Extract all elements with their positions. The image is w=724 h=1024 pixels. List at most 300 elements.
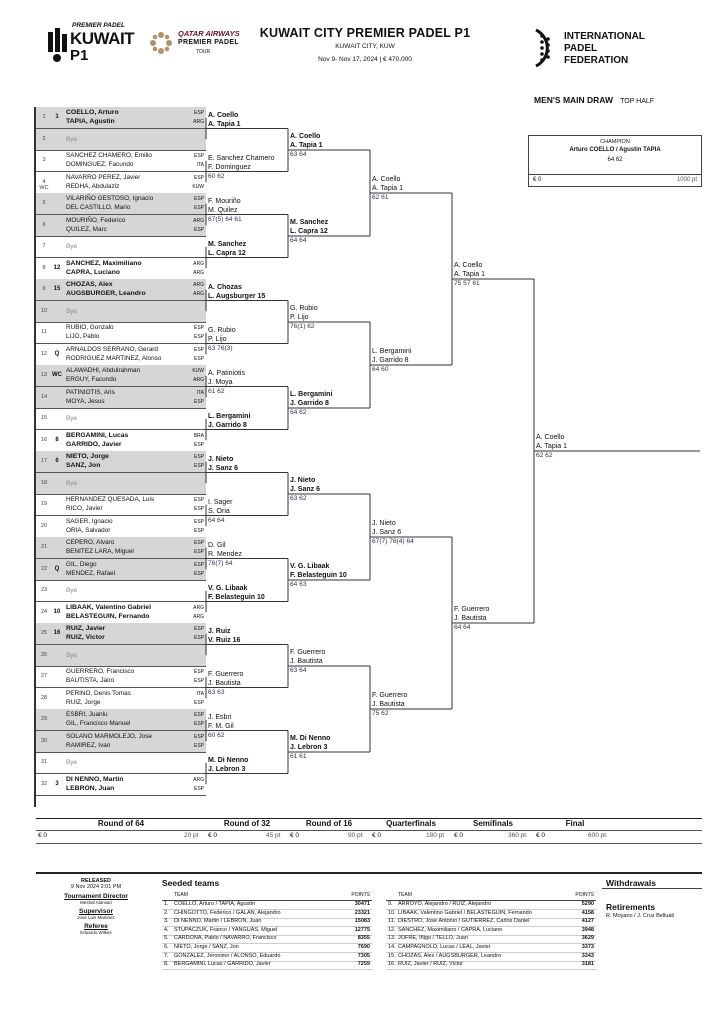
slot-bye: Bye: [66, 759, 78, 766]
r16-score: 64 63: [290, 581, 307, 588]
player-b: J. Sanz 6: [208, 464, 238, 472]
player-2-name: RUIZ, Victor: [66, 634, 105, 641]
player-2-country: ESP: [193, 742, 204, 749]
slot-number: 5: [42, 200, 46, 206]
qf-score: 64 60: [372, 366, 389, 373]
seeded-teams-title: Seeded teams: [162, 878, 220, 888]
points-header: POINTS: [351, 892, 370, 898]
player-a: L. Bergamini: [290, 391, 333, 398]
player-b: J. Bautista: [208, 679, 241, 687]
seed-team: JOFRE, Iñigo / TELLO, Juan: [398, 935, 468, 942]
player-b: J. Bautista: [372, 701, 405, 708]
player-1-country: ARG: [193, 282, 204, 288]
player-2-name: ERGUY, Facundo: [66, 376, 117, 383]
player-2-country: ESP: [193, 355, 204, 362]
player-a: M. Di Nenno: [208, 756, 249, 764]
player-1-name: PERINO, Denis Tomas: [66, 689, 131, 697]
player-b: P. Lijo: [290, 314, 309, 321]
player-2-name: RODRIGUEZ MARTINEZ, Alonso: [66, 354, 162, 362]
player-a: A. Patiniotis: [208, 369, 245, 377]
seed-team: LIBAAK, Valentino Gabriel / BELASTEGUIN, Fernando: [398, 909, 532, 916]
player-a: A. Chozas: [208, 283, 242, 291]
player-2-country: ESP: [193, 785, 204, 792]
seed-team: CHINGOTTO, Federico / GALAN, Alejandro: [174, 909, 281, 916]
player-1-country: ESP: [193, 346, 204, 353]
player-2-country: ESP: [193, 678, 204, 684]
player-a: F. Mouriño: [208, 197, 241, 205]
player-1-name: GUERRERO, Francisco: [66, 668, 135, 675]
slot-number: 8: [42, 264, 46, 271]
slot-bye: Bye: [66, 587, 78, 594]
round-money: € 0: [536, 832, 546, 839]
player-2-country: ITA: [196, 162, 204, 168]
player-1-country: ESP: [193, 196, 204, 202]
seed-points: 30471: [354, 901, 370, 907]
player-a: I. Sager: [208, 498, 233, 506]
slot-number: 12: [40, 350, 48, 357]
slot-number: 28: [40, 694, 48, 701]
seed-points: 15083: [354, 918, 370, 925]
player-1-name: ESBRI, Juanlu: [66, 711, 108, 718]
td-label: Tournament Director: [64, 893, 128, 900]
player-b: A. Tapia 1: [372, 185, 404, 192]
player-1-name: BERGAMINI, Lucas: [66, 431, 129, 439]
player-2-country: ESP: [193, 635, 204, 641]
round-points: 20 pt: [184, 832, 199, 839]
player-b: S. Oria: [208, 507, 230, 515]
player-1-country: ITA: [196, 690, 204, 697]
player-2-country: ESP: [193, 506, 204, 512]
player-1-country: ESP: [193, 712, 204, 718]
player-b: J. Sanz 6: [290, 486, 320, 493]
seed-team: COELLO, Arturo / TAPIA, Agustin: [174, 901, 256, 907]
player-2-name: AUGSBURGER, Leandro: [66, 290, 146, 297]
r32-score: 76(7) 64: [208, 559, 233, 567]
player-2-name: RAMIREZ, Ivan: [66, 741, 111, 749]
seed-rank: 14.: [388, 944, 396, 950]
player-b: J. Garrido 8: [372, 357, 409, 364]
seed-row: [386, 961, 596, 970]
qf-score: 75 62: [372, 710, 389, 717]
slot-number: 2: [42, 135, 46, 142]
player-a: G. Rubio: [290, 305, 318, 312]
player-1-country: BRA: [193, 432, 204, 439]
player-b: J. Garrido 8: [208, 421, 247, 429]
seed-team: RUIZ, Javier / RUIZ, Victor: [398, 961, 463, 968]
slot-seed: Q: [54, 350, 60, 357]
player-2-name: BENITEZ LARA, Miguel: [66, 548, 134, 555]
fip-logo-line1: INTERNATIONAL: [564, 31, 645, 42]
player-2-country: KUW: [192, 183, 204, 190]
withdrawals-divider: [602, 888, 702, 889]
seed-team: STUPACZUK, Franco / YANGUAS, Miguel: [174, 926, 278, 933]
r32-score: 60 62: [208, 172, 225, 180]
player-1-country: ESP: [193, 454, 204, 460]
seed-rank: 13.: [388, 935, 396, 942]
round-money: € 0: [454, 832, 464, 839]
player-2-name: SANZ, Jon: [66, 462, 101, 469]
slot-number: 4 WC: [39, 178, 49, 191]
player-2-country: ESP: [193, 721, 204, 727]
player-2-name: QUILEZ, Marc: [66, 225, 107, 233]
seed-points: 8355: [357, 935, 370, 942]
draw-half: TOP HALF: [620, 98, 655, 105]
round-header: Round of 16: [305, 819, 353, 828]
slot-number: 20: [40, 522, 48, 529]
player-1-country: ESP: [193, 110, 204, 116]
slot-bye: Bye: [66, 307, 78, 315]
player-a: L. Bergamini: [372, 348, 412, 355]
round-points: 45 pt: [266, 832, 281, 839]
player-1-name: LIBAAK, Valentino Gabriel: [66, 603, 151, 611]
player-a: D. Gil: [208, 541, 226, 549]
qf-score: 67(7) 76(4) 64: [372, 538, 414, 545]
slot-number: 13: [40, 372, 48, 378]
officials-block: [36, 878, 156, 935]
slot-bye: Bye: [66, 415, 78, 422]
player-2-country: ESP: [193, 205, 204, 211]
seed-rank: 5.: [164, 935, 169, 942]
player-a: F. Guerrero: [372, 692, 408, 699]
player-2-country: ESP: [193, 549, 204, 555]
player-2-name: MENDEZ, Rafael: [66, 569, 116, 577]
points-header: POINTS: [575, 892, 594, 898]
player-1-country: ESP: [193, 561, 204, 568]
seed-rank: 15.: [388, 952, 396, 959]
seed-rank: 6.: [164, 944, 169, 950]
player-1-name: PATINIOTIS, Aris: [66, 388, 115, 396]
player-2-country: ARG: [193, 269, 204, 276]
slot-number: 29: [40, 716, 48, 722]
slot-number: 1: [42, 114, 46, 120]
player-2-country: ARG: [193, 291, 204, 297]
player-1-country: ARG: [193, 776, 204, 783]
seed-points: 7305: [357, 952, 370, 959]
player-2-country: ESP: [193, 226, 204, 233]
player-b: J. Garrido 8: [290, 400, 329, 407]
player-1-country: ESP: [193, 518, 204, 525]
fip-logo-line2: PADEL: [564, 43, 598, 54]
player-1-country: ESP: [193, 733, 204, 740]
player-b: A. Tapia 1: [536, 443, 568, 450]
r32-score: 64 64: [208, 516, 225, 524]
player-a: J. Ruiz: [208, 627, 231, 635]
r32-score: 67(5) 64 61: [208, 215, 242, 223]
champion-names: Arturo COELLO / Agustin TAPIA: [569, 147, 661, 153]
qatar-logo-tour: TOUR: [196, 49, 211, 55]
player-b: A. Tapia 1: [454, 271, 486, 278]
slot-number: 10: [40, 307, 48, 314]
player-1-name: NIETO, Jorge: [66, 453, 109, 460]
seed-points: 7259: [357, 961, 370, 968]
player-1-country: ARG: [193, 260, 204, 267]
r16-score: 61 61: [290, 753, 307, 760]
round-header: Semifinals: [472, 819, 513, 828]
slot-number: 7: [42, 243, 46, 249]
player-a: J. Nieto: [290, 477, 316, 484]
round-money: € 0: [208, 832, 218, 839]
seed-team: NIETO, Jorge / SANZ, Jon: [174, 944, 239, 950]
slot-seed: 16: [53, 630, 61, 636]
seed-points: 3948: [581, 926, 594, 933]
seed-points: 4127: [581, 918, 594, 925]
final-score: 62 62: [536, 452, 553, 459]
player-2-name: GARRIDO, Javier: [66, 440, 122, 448]
player-2-country: ESP: [193, 398, 204, 405]
footer-divider: [36, 872, 702, 874]
player-1-name: NAVARRO PEREZ, Javier: [66, 173, 141, 181]
player-2-country: ESP: [193, 441, 204, 448]
page-title: KUWAIT CITY PREMIER PADEL P1: [259, 26, 471, 40]
player-1-country: ESP: [193, 626, 204, 632]
slot-number: 6: [42, 221, 46, 228]
seed-team: SANCHEZ, Maximiliano / CAPRA, Luciano: [398, 926, 503, 933]
seed-rank: 2.: [164, 909, 169, 916]
seed-points: 7690: [357, 944, 370, 950]
r16-score: 64 62: [290, 409, 307, 416]
player-1-name: MOURIÑO, Federico: [66, 216, 126, 224]
seed-team: BERGAMINI, Lucas / GARRIDO, Javier: [174, 961, 271, 968]
r16-score: 76(1) 62: [290, 323, 315, 330]
player-1-country: ESP: [193, 669, 204, 675]
player-1-country: ITA: [196, 389, 204, 396]
player-2-name: BELASTEGUIN, Fernando: [66, 612, 150, 620]
player-b: R. Mendez: [208, 550, 242, 558]
player-b: L. Augsburger 15: [208, 292, 266, 300]
player-b: L. Capra 12: [290, 228, 328, 235]
round-points: 360 pt: [508, 832, 527, 839]
player-1-name: SAGER, Ignacio: [66, 517, 113, 525]
player-2-name: ORIA, Salvador: [66, 526, 111, 534]
player-1-country: ESP: [193, 325, 204, 331]
player-2-name: CAPRA, Luciano: [66, 268, 121, 276]
seed-team: DI NENNO, Martin / LEBRON, Juan: [174, 918, 262, 925]
round-headers: [36, 818, 702, 830]
player-2-name: TAPIA, Agustin: [66, 118, 115, 125]
round-prize-row: [36, 830, 702, 844]
slot-seed: 6: [55, 458, 59, 464]
player-2-country: ARG: [193, 613, 204, 620]
slot-seed: 10: [53, 608, 61, 615]
player-2-name: DOMINGUEZ, Facundo: [66, 161, 134, 168]
round-money: € 0: [290, 832, 300, 839]
supervisor-name: Jose Luis Martinez: [77, 915, 115, 920]
player-b: A. Tapia 1: [290, 142, 323, 149]
draw-name: MEN'S MAIN DRAW: [534, 95, 613, 105]
referee-label: Referee: [84, 923, 108, 930]
seed-table-header: [386, 892, 596, 901]
player-b: M. Quilez: [208, 206, 238, 214]
slot-number: 15: [40, 415, 48, 421]
player-a: M. Di Nenno: [290, 735, 331, 742]
seed-points: 4158: [581, 909, 594, 916]
slot-number: 30: [40, 737, 48, 744]
kuwait-logo-text: KUWAIT: [70, 29, 135, 48]
seed-rank: 3.: [164, 918, 169, 925]
seed-rank: 11.: [388, 918, 396, 925]
slot-bye: Bye: [66, 135, 78, 143]
slot-number: 26: [40, 651, 48, 658]
player-b: F. Belasteguin 10: [290, 572, 347, 579]
slot-number: 22: [40, 565, 48, 572]
slot-number: 24: [40, 608, 48, 615]
slot-number: 11: [41, 329, 47, 335]
kuwait-logo-p1: P1: [70, 47, 89, 64]
slot-seed: 12: [53, 264, 61, 271]
player-1-name: CEPERO, Alvaro: [66, 539, 115, 546]
seed-rank: 4.: [164, 926, 169, 933]
player-a: M. Sanchez: [290, 219, 329, 226]
player-2-country: ESP: [193, 570, 204, 577]
qatar-logo-sub: PREMIER PADEL: [178, 39, 239, 46]
player-1-country: ESP: [193, 540, 204, 546]
slot-seed: 8: [55, 436, 59, 443]
player-a: V. G. Libaak: [290, 563, 330, 570]
round-points: 90 pt: [348, 832, 363, 839]
seed-rank: 16.: [388, 961, 396, 968]
seed-team: GONZALEZ, Jeronimo / ALONSO, Eduardo: [174, 952, 281, 959]
r32-score: 60 62: [208, 731, 225, 739]
td-name: Meshal Alansari: [80, 900, 112, 905]
player-2-country: ESP: [193, 527, 204, 534]
seed-team: CARDONA, Pablo / NAVARRO, Francisco: [174, 935, 277, 942]
player-1-name: SANCHEZ, Maximiliano: [66, 259, 142, 267]
sf-score: 64 64: [454, 624, 471, 631]
player-2-name: BAUTISTA, Jairo: [66, 677, 115, 684]
player-b: J. Sanz 6: [372, 529, 402, 536]
slot-number: 31: [40, 759, 48, 765]
player-1-name: ALAWADHI, Abdulrahman: [66, 367, 141, 374]
supervisor-label: Supervisor: [79, 908, 113, 915]
player-b: A. Tapia 1: [208, 120, 241, 128]
player-2-name: REDHA, Abdulaziz: [66, 182, 120, 190]
seed-points: 12775: [354, 926, 370, 933]
seed-points: 3629: [581, 935, 594, 942]
kuwait-logo-top: PREMIER PADEL: [72, 22, 125, 29]
player-1-name: COELLO, Arturo: [66, 109, 119, 116]
seed-team: CAMPAGNOLO, Lucas / LEAL, Javier: [398, 944, 491, 950]
seed-points: 3343: [581, 952, 594, 959]
slot-seed: 3: [55, 780, 59, 787]
player-b: L. Capra 12: [208, 249, 246, 257]
slot-number: 23: [40, 587, 48, 593]
slot-number: 19: [40, 501, 48, 507]
round-points: 180 pt: [426, 832, 445, 839]
team-header: TEAM: [398, 892, 412, 898]
seed-team: DIESTRO, Jose Antonio / GUTIERREZ, Carlos Daniel: [398, 918, 530, 925]
player-a: A. Coello: [454, 262, 483, 269]
player-1-name: SOLANO MARMOLEJO, Jose: [66, 732, 152, 740]
player-1-name: HERNANDEZ QUESADA, Luis: [66, 496, 155, 503]
fip-logo-line3: FEDERATION: [564, 55, 629, 66]
player-1-name: RUIZ, Javier: [66, 625, 106, 632]
player-2-name: DEL CASTILLO, Mario: [66, 204, 131, 211]
withdrawals-title: Withdrawals: [606, 878, 656, 888]
tournament-location: KUWAIT CITY, KUW: [335, 43, 395, 50]
player-2-name: GIL, Francisco Manuel: [66, 720, 131, 727]
slot-number: 32: [40, 780, 48, 787]
player-b: J. Bautista: [290, 658, 323, 665]
player-a: A. Coello: [372, 176, 401, 183]
round-points: 600 pt: [588, 832, 607, 839]
slot-number: 25: [40, 630, 48, 636]
champion-money: € 0: [533, 177, 542, 183]
player-b: J. Moya: [208, 378, 233, 386]
player-a: L. Bergamini: [208, 412, 251, 420]
retirement-entry: R. Moyano / J. Cruz Belluati: [606, 913, 675, 919]
slot-bye: Bye: [66, 479, 78, 487]
player-1-name: DI NENNO, Martin: [66, 775, 124, 783]
round-header: Round of 32: [223, 819, 271, 828]
slot-seed: Q: [54, 565, 60, 572]
player-a: M. Sanchez: [208, 240, 247, 248]
team-header: TEAM: [174, 892, 188, 898]
released-label: RELEASED: [81, 878, 111, 884]
seed-rank: 12.: [388, 926, 396, 933]
player-2-name: RUIZ, Jorge: [66, 698, 101, 706]
slot-number: 17: [40, 458, 48, 464]
seed-rank: 7.: [164, 952, 169, 959]
player-2-name: LIJO, Pablo: [66, 333, 100, 340]
slot-number: 9: [42, 286, 46, 292]
player-a: J. Esbri: [208, 713, 232, 721]
slot-bye: Bye: [66, 651, 78, 659]
round-header: Quarterfinals: [386, 819, 436, 828]
r32-score: 61 62: [208, 387, 225, 395]
sf-score: 75 57 61: [454, 280, 480, 287]
player-a: F. Guerrero: [454, 606, 490, 613]
player-b: P. Lijo: [208, 335, 227, 343]
retirements-title: Retirements: [606, 902, 656, 912]
r16-score: 64 64: [290, 237, 307, 244]
player-1-country: ARG: [193, 217, 204, 224]
player-a: A. Coello: [208, 111, 239, 119]
slot-seed: 1: [55, 114, 59, 120]
player-1-country: ESP: [193, 497, 204, 503]
seed-rank: 10.: [388, 909, 396, 916]
player-a: F. Guerrero: [208, 670, 244, 678]
player-2-name: MOYA, Jesus: [66, 397, 105, 405]
slot-bye: Bye: [66, 243, 78, 250]
r16-score: 63 62: [290, 495, 307, 502]
player-1-name: GIL, Diego: [66, 560, 97, 568]
round-money: € 0: [372, 832, 382, 839]
slot-seed: WC: [52, 372, 62, 378]
player-b: J. Lebron 3: [290, 744, 328, 751]
player-a: J. Nieto: [208, 455, 234, 463]
round-header: Round of 64: [97, 819, 145, 828]
qf-score: 62 61: [372, 194, 389, 201]
round-money: € 0: [38, 832, 48, 839]
referee-name: Eduardo Wilkes: [80, 930, 112, 935]
player-2-country: ESP: [193, 699, 204, 706]
seed-rank: 1.: [164, 901, 169, 907]
qatar-logo-text: QATAR AIRWAYS: [178, 29, 240, 38]
player-a: G. Rubio: [208, 326, 236, 334]
player-2-country: ARG: [193, 377, 204, 383]
r32-score: 63 76(3): [208, 344, 233, 352]
player-a: E. Sanchez Chamero: [208, 154, 275, 162]
round-header: Final: [565, 819, 585, 828]
r16-score: 63 64: [290, 667, 307, 674]
player-a: A. Coello: [536, 434, 565, 441]
player-b: J. Bautista: [454, 615, 487, 622]
player-2-name: LEBRON, Juan: [66, 784, 115, 792]
slot-number: 14: [40, 393, 48, 400]
player-1-country: ESP: [193, 153, 204, 159]
player-1-name: CHOZAS, Alex: [66, 281, 113, 288]
player-1-country: ARG: [193, 604, 204, 611]
